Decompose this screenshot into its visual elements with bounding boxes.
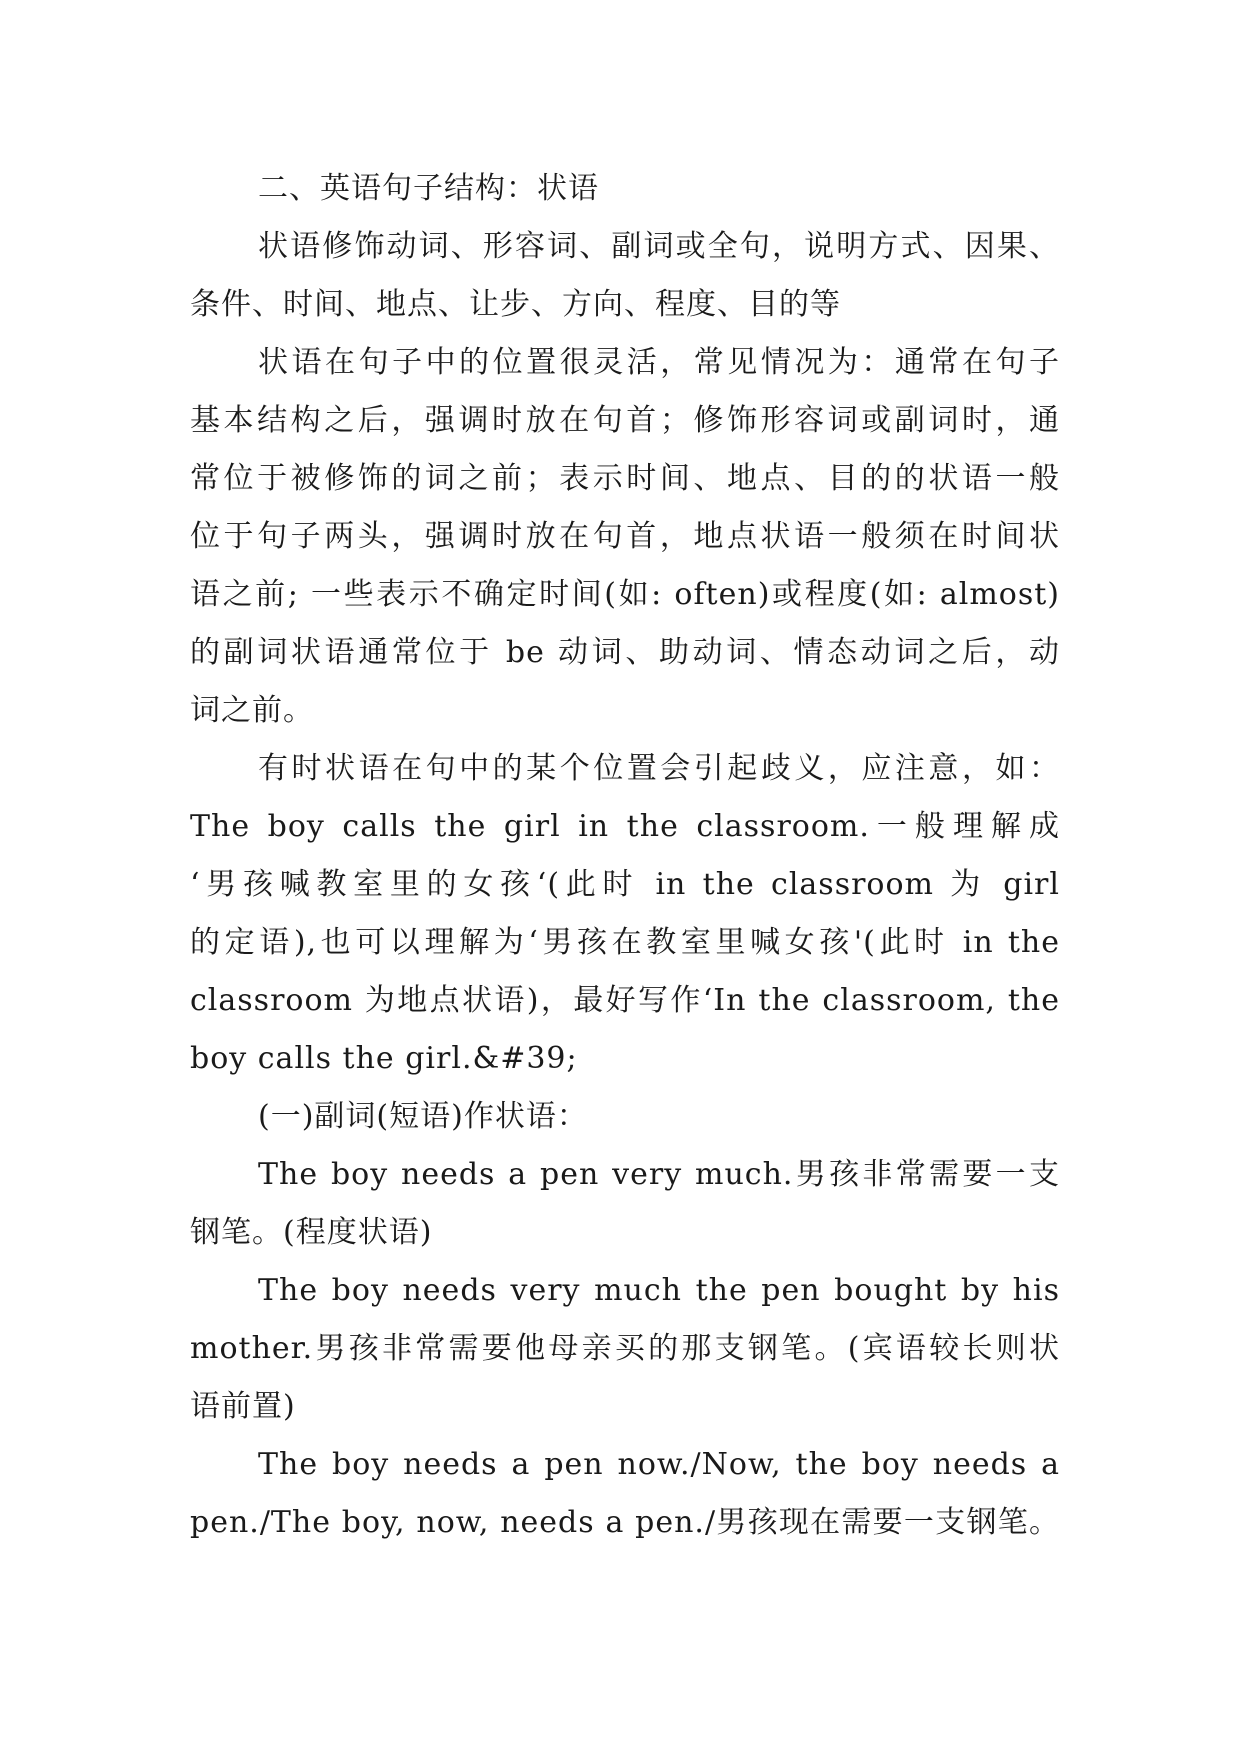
paragraph-line: 的定语),也可以理解为‘男孩在教室里喊女孩'(此时 in the	[190, 925, 1060, 960]
paragraph-line: The boy needs a pen very much.男孩非常需要一支	[258, 1157, 1060, 1192]
paragraph	[190, 740, 1060, 1088]
paragraph-line: (一)副词(短语)作状语：	[258, 1099, 588, 1134]
paragraph	[190, 334, 1060, 740]
paragraph-line: 常位于被修饰的词之前；表示时间、地点、目的的状语一般	[190, 461, 1060, 496]
paragraph	[190, 1436, 1060, 1552]
paragraph-line: 条件、时间、地点、让步、方向、程度、目的等	[190, 287, 841, 322]
paragraph-line: 基本结构之后，强调时放在句首；修饰形容词或副词时，通	[190, 403, 1060, 438]
document-page	[190, 160, 1060, 1552]
paragraph-line: classroom 为地点状语)，最好写作‘In the classroom, the	[190, 983, 1060, 1018]
paragraph-line: 语前置)	[190, 1389, 296, 1424]
paragraph-line: 词之前。	[190, 693, 314, 728]
paragraph	[190, 218, 1060, 334]
paragraph	[190, 1146, 1060, 1262]
paragraph-line: ‘男孩喊教室里的女孩‘(此时 in the classroom 为 girl	[190, 867, 1060, 902]
paragraph	[190, 1088, 1060, 1146]
paragraph	[190, 1262, 1060, 1436]
paragraph-line: The boy calls the girl in the classroom.一般理解成	[190, 809, 1060, 844]
paragraph-line: 位于句子两头，强调时放在句首，地点状语一般须在时间状	[190, 519, 1060, 554]
paragraph-line: 状语在句子中的位置很灵活，常见情况为：通常在句子	[258, 345, 1060, 380]
paragraph-line: 有时状语在句中的某个位置会引起歧义，应注意，如：	[258, 751, 1060, 786]
section-heading: 二、英语句子结构：状语	[258, 171, 599, 206]
paragraph-line: The boy needs a pen now./Now, the boy needs a	[258, 1447, 1060, 1482]
paragraph-line: 语之前; 一些表示不确定时间(如: often)或程度(如: almost)	[190, 577, 1060, 612]
paragraph-line: boy calls the girl.&#39;	[190, 1041, 578, 1076]
paragraph-line: pen./The boy, now, needs a pen./男孩现在需要一支钢笔。	[190, 1505, 1060, 1540]
paragraph-line: 状语修饰动词、形容词、副词或全句，说明方式、因果、	[258, 229, 1060, 264]
paragraph-line: 钢笔。(程度状语)	[190, 1215, 433, 1250]
paragraph-line: mother.男孩非常需要他母亲买的那支钢笔。(宾语较长则状	[190, 1331, 1060, 1366]
paragraph-line: The boy needs very much the pen bought by his	[258, 1273, 1060, 1308]
paragraph-line: 的副词状语通常位于 be 动词、助动词、情态动词之后，动	[190, 635, 1060, 670]
